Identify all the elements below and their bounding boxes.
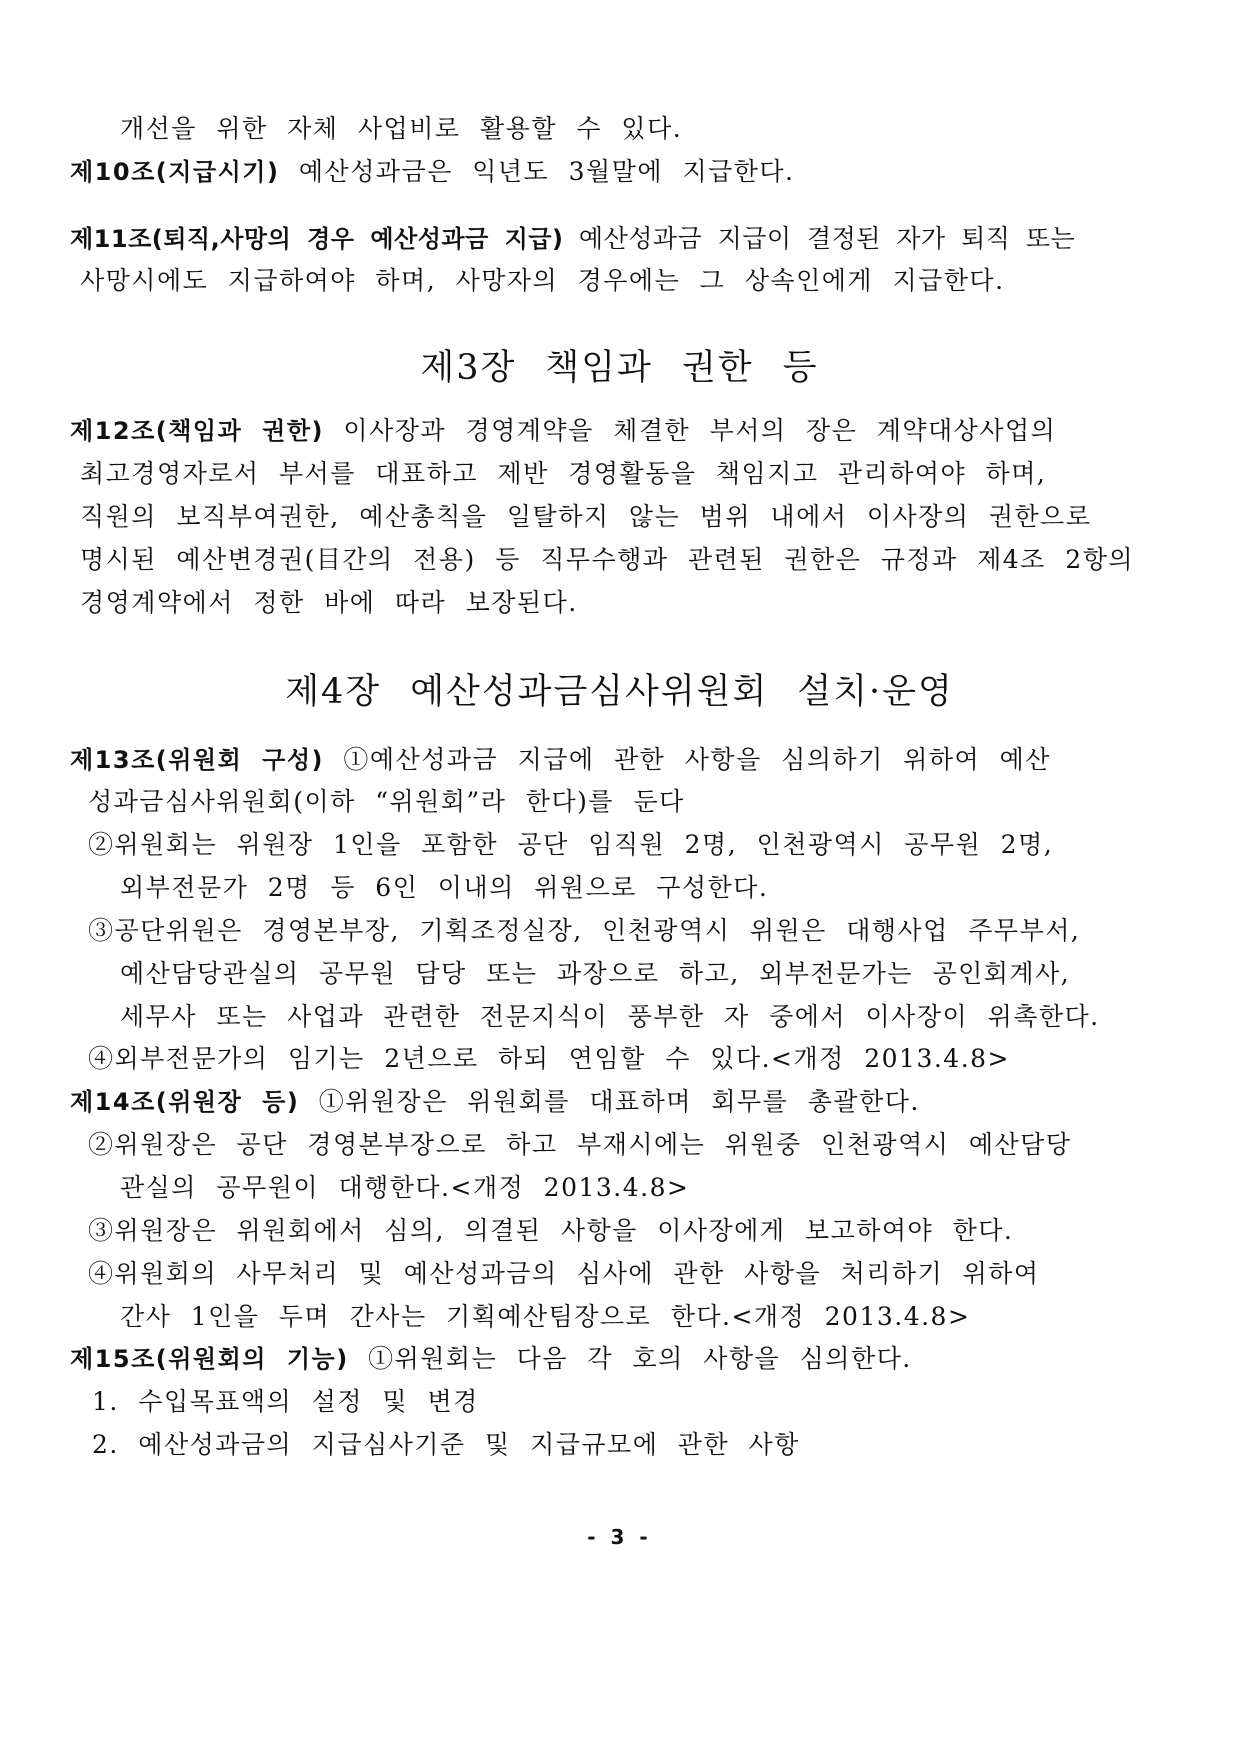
text-line: 외부전문가 2명 등 6인 이내의 위원으로 구성한다. (120, 873, 769, 902)
paragraph: ④위원회의 사무처리 및 예산성과금의 심사에 관한 사항을 처리하기 위하여 (88, 1259, 1040, 1288)
paragraph: ③공단위원은 경영본부장, 기획조정실장, 인천광역시 위원은 대행사업 주무부서, (88, 916, 1081, 945)
article-title: 제13조(위원회 구성) (70, 746, 324, 774)
paragraph: ②위원회는 위원장 1인을 포함한 공단 임직원 2명, 인천광역시 공무원 2명, (88, 830, 1054, 859)
chapter-heading: 제4장 예산성과금심사위원회 설치·운영 (285, 672, 954, 712)
article-text: 예산성과금은 익년도 3월말에 지급한다. (279, 157, 795, 186)
article-14 (70, 1085, 920, 1119)
article-title: 제12조(책임과 권한) (70, 417, 324, 445)
article-text: ①위원장은 위원회를 대표하며 회무를 총괄한다. (299, 1087, 920, 1116)
text-line: 관실의 공무원이 대행한다.<개정 2013.4.8> (120, 1173, 690, 1202)
text-line: 명시된 예산변경권(目간의 전용) 등 직무수행과 관련된 권한은 규정과 제4조 2항의 (80, 545, 1134, 574)
article-text: 예산성과금 지급이 결정된 자가 퇴직 또는 (563, 224, 1076, 253)
article-title: 제15조(위원회의 기능) (70, 1345, 349, 1373)
article-title: 제10조(지급시기) (70, 158, 280, 186)
text-line: 간사 1인을 두며 간사는 기획예산팀장으로 한다.<개정 2013.4.8> (120, 1302, 971, 1331)
article-11 (70, 222, 1075, 256)
text-line: 개선을 위한 자체 사업비로 활용할 수 있다. (120, 114, 683, 143)
paragraph: ④외부전문가의 임기는 2년으로 하되 연임할 수 있다.<개정 2013.4.8> (88, 1044, 1011, 1073)
article-13 (70, 743, 1051, 777)
text-line: 경영계약에서 정한 바에 따라 보장된다. (80, 588, 578, 617)
article-text: 이사장과 경영계약을 체결한 부서의 장은 계약대상사업의 (323, 416, 1057, 445)
chapter-heading: 제3장 책임과 권한 등 (420, 348, 819, 388)
article-15 (70, 1342, 912, 1376)
list-item: 1. 수입목표액의 설정 및 변경 (92, 1387, 479, 1416)
article-title: 제14조(위원장 등) (70, 1088, 300, 1116)
text-line: 예산담당관실의 공무원 담당 또는 과장으로 하고, 외부전문가는 공인회계사, (120, 959, 1071, 988)
paragraph: ③위원장은 위원회에서 심의, 의결된 사항을 이사장에게 보고하여야 한다. (88, 1216, 1014, 1245)
article-text: ①예산성과금 지급에 관한 사항을 심의하기 위하여 예산 (323, 745, 1051, 774)
text-line: 직원의 보직부여권한, 예산총칙을 일탈하지 않는 범위 내에서 이사장의 권한으로 (80, 502, 1092, 531)
article-text: ①위원회는 다음 각 호의 사항을 심의한다. (348, 1344, 912, 1373)
text-line: 사망시에도 지급하여야 하며, 사망자의 경우에는 그 상속인에게 지급한다. (80, 266, 1005, 295)
article-10 (70, 155, 795, 189)
page-number: - 3 - (587, 1525, 652, 1549)
list-item: 2. 예산성과금의 지급심사기준 및 지급규모에 관한 사항 (92, 1430, 800, 1459)
text-line: 최고경영자로서 부서를 대표하고 제반 경영활동을 책임지고 관리하여야 하며, (80, 459, 1047, 488)
text-line: 성과금심사위원회(이하 “위원회”라 한다)를 둔다 (88, 787, 685, 816)
article-12 (70, 414, 1056, 448)
article-title: 제11조(퇴직,사망의 경우 예산성과금 지급) (70, 225, 564, 253)
paragraph: ②위원장은 공단 경영본부장으로 하고 부재시에는 위원중 인천광역시 예산담당 (88, 1130, 1072, 1159)
text-line: 세무사 또는 사업과 관련한 전문지식이 풍부한 자 중에서 이사장이 위촉한다. (120, 1002, 1100, 1031)
